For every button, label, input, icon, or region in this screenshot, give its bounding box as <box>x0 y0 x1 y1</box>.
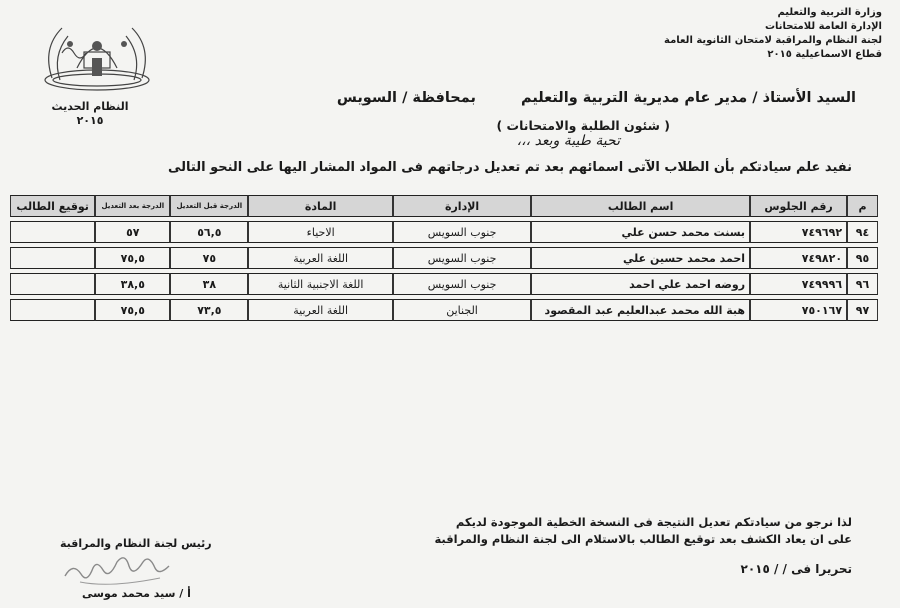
cell-seat: ٧٤٩٩٩٦ <box>750 273 847 295</box>
ministry-line: وزارة التربية والتعليم <box>777 7 882 18</box>
cell-subject: اللغة العربية <box>248 299 393 321</box>
table-header-row <box>10 195 878 217</box>
ministry-line: الإدارة العامة للامتحانات <box>764 21 882 32</box>
department: ( شئون الطلبة والامتحانات ) <box>496 118 670 133</box>
table-row <box>10 221 878 243</box>
cell-signature <box>10 247 95 269</box>
closing-text <box>434 514 852 548</box>
cell-seat: ٧٤٩٦٩٢ <box>750 221 847 243</box>
table-row <box>10 299 878 321</box>
header-seat: رقم الجلوس <box>750 195 847 217</box>
logo-caption <box>30 100 150 128</box>
cell-name: احمد محمد حسين علي <box>531 247 750 269</box>
intro-text: نفيد علم سيادتكم بأن الطلاب الآتى اسمائهم بعد تم تعديل درجاتهم فى المواد المشار اليها على النحو التالى <box>167 160 852 175</box>
header-before: الدرجة قبل التعديل <box>170 195 248 217</box>
header-subject: المادة <box>248 195 393 217</box>
logo-year: ٢٠١٥ <box>76 114 104 127</box>
cell-admin: جنوب السويس <box>393 221 531 243</box>
cell-subject: اللغة العربية <box>248 247 393 269</box>
closing-line: على ان يعاد الكشف بعد توقيع الطالب بالاستلام الى لجنة النظام والمراقبة <box>434 532 852 546</box>
cell-index: ٩٤ <box>847 221 878 243</box>
signer-name: أ / سيد محمد موسى <box>82 587 191 600</box>
cell-before: ٥٦,٥ <box>170 221 248 243</box>
cell-subject: اللغة الاجنبية الثانية <box>248 273 393 295</box>
header-name: اسم الطالب <box>531 195 750 217</box>
ministry-header <box>562 6 882 62</box>
addressee-line <box>337 90 856 106</box>
closing-line: لذا نرجو من سيادتكم تعديل النتيجة فى النسخة الخطية الموجودة لديكم <box>455 515 852 529</box>
cell-index: ٩٦ <box>847 273 878 295</box>
cell-subject: الاحياء <box>248 221 393 243</box>
handwritten-signature-icon <box>60 552 180 590</box>
cell-admin: جنوب السويس <box>393 247 531 269</box>
header-after: الدرجة بعد التعديل <box>95 195 170 217</box>
cell-signature <box>10 299 95 321</box>
date-line: تحريرا فى / / ٢٠١٥ <box>740 562 852 576</box>
cell-admin: جنوب السويس <box>393 273 531 295</box>
table-row <box>10 247 878 269</box>
ministry-line: قطاع الاسماعيلية ٢٠١٥ <box>767 49 882 60</box>
table-row <box>10 273 878 295</box>
addressee: السيد الأستاذ / مدير عام مديرية التربية والتعليم <box>520 90 856 106</box>
logo-caption-text: النظام الحديث <box>51 100 129 113</box>
cell-name: روضه احمد علي احمد <box>531 273 750 295</box>
greeting: تحية طيبة وبعد ،،، <box>516 133 620 149</box>
cell-after: ٥٧ <box>95 221 170 243</box>
grades-table <box>10 191 878 325</box>
cell-signature <box>10 221 95 243</box>
cell-after: ٣٨,٥ <box>95 273 170 295</box>
cell-signature <box>10 273 95 295</box>
cell-admin: الجناين <box>393 299 531 321</box>
header-signature: توقيع الطالب <box>10 195 95 217</box>
cell-index: ٩٥ <box>847 247 878 269</box>
header-admin: الإدارة <box>393 195 531 217</box>
governorate: بمحافظة / السويس <box>336 90 476 106</box>
header-index: م <box>847 195 878 217</box>
signer-title: رئيس لجنة النظام والمراقبة <box>60 537 212 550</box>
cell-before: ٣٨ <box>170 273 248 295</box>
cell-before: ٧٥ <box>170 247 248 269</box>
ministry-line: لجنة النظام والمراقبة لامتحان الثانوية العامة <box>664 35 882 46</box>
cell-after: ٧٥,٥ <box>95 299 170 321</box>
cell-index: ٩٧ <box>847 299 878 321</box>
cell-after: ٧٥,٥ <box>95 247 170 269</box>
cell-name: هبة الله محمد عبدالعليم عبد المقصود <box>531 299 750 321</box>
cell-seat: ٧٤٩٨٢٠ <box>750 247 847 269</box>
cell-before: ٧٣,٥ <box>170 299 248 321</box>
cell-seat: ٧٥٠١٦٧ <box>750 299 847 321</box>
cell-name: بسنت محمد حسن علي <box>531 221 750 243</box>
